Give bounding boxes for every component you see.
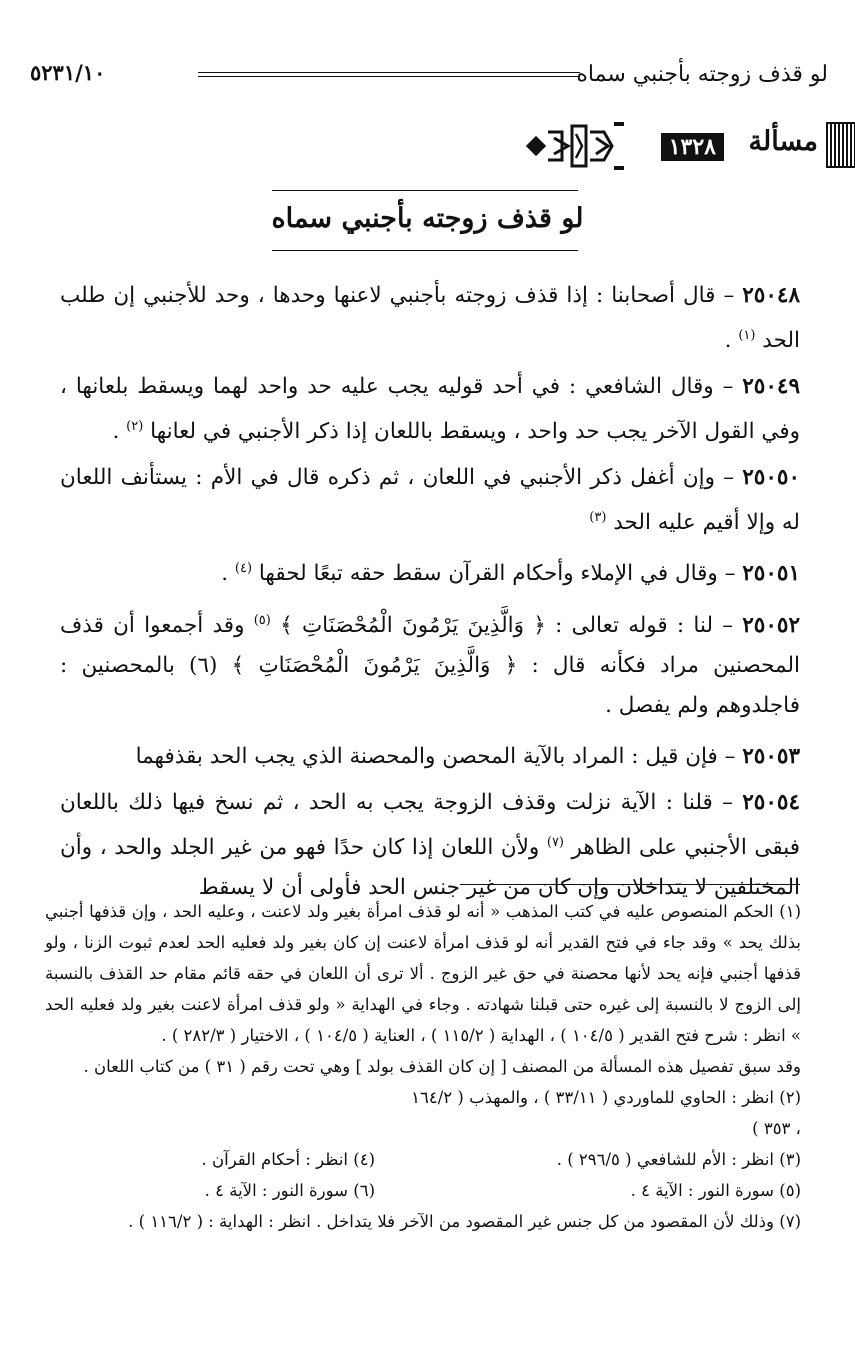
- footnote-row-2: [45, 1082, 801, 1144]
- footnote-ref: (١): [738, 328, 756, 343]
- footnote-1: (١) الحكم المنصوص عليه في كتب المذهب « أنه لو قذف امرأة بغير ولد لاعنت ، وعليه الحد ، وإن قذفها أجنبي بذلك يحد » وقد جاء في فتح القدير أنه لو قذف امرأة لاعنت إن كان بغير ولد فعليه الحد لعدم ثبوت الزنا ، ولو قذفها أجنبي فإنه يحد لأنها محصنة في حق غير الزوج . ألا ترى أن اللعان في حقه قائم مقام حد القذف بالنسبة إلى الزوج لا بالنسبة إلى غيره حتى قبلنا شهادته . وجاء في الهداية « ولو قذف امرأة لاعنت بغير ولد فعليه الحد » انظر : شرح فتح القدير ( ١٠٤/٥ ) ، الهداية ( ١١٥/٢ ) ، العناية ( ١٠٤/٥ ) ، الاختيار ( ٢٨٢/٣ ) .: [45, 902, 801, 1045]
- footnote-3: (٣) انظر : الأم للشافعي ( ٢٩٦/٥ ) .: [556, 1150, 801, 1169]
- paragraph-tail: ولأن اللعان إذا كان حدًا فهو من غير الجلد والحد ، وأن المختلفين لا يتداخلان وإن كان من غير جنس الحد فأولى أن لا يسقط: [60, 835, 800, 901]
- footnote-row-5-6: [45, 1175, 801, 1206]
- footnote-ref: (٤): [234, 561, 253, 577]
- paragraph-25054: [60, 783, 800, 908]
- paragraph-25053: [60, 732, 800, 777]
- paragraph-text: – وقال الشافعي : في أحد قوليه يجب عليه حد واحد لهما ويسقط بلعانها ، وفي القول الآخر يجب حد واحد ، ويسقط باللعان إذا ذكر الأجنبي في لعانها: [60, 374, 800, 445]
- paragraph-number: ٢٥٠٥٤: [742, 789, 800, 815]
- paragraph-text: – وإن أغفل ذكر الأجنبي في اللعان ، ثم ذكره قال في الأم : يستأنف اللعان له وإلا أقيم عليه الحد: [60, 465, 800, 536]
- footnote-ref: (٣): [589, 510, 607, 526]
- body-text: [60, 276, 800, 914]
- footnote-2: (٢) انظر : الحاوي للماوردي ( ٣٣/١١ ) ، والمهذب ( ١٦٤/٢ ، ٣٥٣ ): [411, 1088, 801, 1138]
- paragraph-text: – قلنا : الآية نزلت وقذف الزوجة يجب به الحد ، ثم نسخ فيها ذلك باللعان فبقى الأجنبي على الظاهر: [60, 789, 800, 861]
- paragraph-number: ٢٥٠٤٨: [742, 283, 800, 308]
- ornament-icon: [524, 118, 624, 174]
- footnote-ref: (٧): [546, 834, 564, 850]
- footnote-4: (٤) انظر : أحكام القرآن .: [201, 1150, 375, 1169]
- paragraph-tail: .: [724, 328, 739, 354]
- footnotes: [45, 896, 801, 1237]
- paragraph-text: – قال أصحابنا : إذا قذف زوجته بأجنبي لاعنها وحدها ، وحد للأجنبي إن طلب الحد: [60, 283, 800, 354]
- footnote-5: (٥) سورة النور : الآية ٤ .: [630, 1181, 801, 1200]
- title-rule-top: [272, 190, 578, 191]
- footnote-note: وقد سبق تفصيل هذه المسألة من المصنف [ إن كان القذف بولد ] وهي تحت رقم ( ٣١ ) من كتاب اللعان .: [83, 1057, 801, 1076]
- running-header-reference: ٥٢٣١/١٠: [30, 60, 106, 85]
- banner-number: ١٣٢٨: [661, 133, 724, 161]
- paragraph-tail: وقد أجمعوا أن قذف المحصنين مراد فكأنه قال : ﴿ وَالَّذِينَ يَرْمُونَ الْمُحْصَنَاتِ ﴾ (٦) بالمحصنين : فاجلدوهم ولم يفصل .: [60, 612, 800, 718]
- paragraph-number: ٢٥٠٤٩: [742, 374, 800, 400]
- paragraph-25049: [60, 367, 800, 452]
- running-header-rule: [198, 72, 580, 77]
- paragraph-number: ٢٥٠٥١: [742, 561, 800, 587]
- page-title: لو قذف زوجته بأجنبي سماه: [271, 203, 584, 234]
- footnote-7: (٧) وذلك لأن المقصود من كل جنس غير المقصود من الآخر فلا يتداخل . انظر : الهداية : ( ١١٦/٢ ) .: [128, 1212, 801, 1231]
- footnote-6: (٦) سورة النور : الآية ٤ .: [204, 1181, 375, 1200]
- banner-label: مسألة: [748, 126, 818, 157]
- paragraph-25051: [60, 549, 800, 594]
- paragraph-number: ٢٥٠٥٢: [742, 612, 800, 638]
- paragraph-25052: [60, 601, 800, 726]
- masala-banner: [524, 118, 855, 174]
- paragraph-tail: .: [112, 419, 127, 445]
- title-rule-bottom: [272, 250, 578, 251]
- running-header: [30, 58, 828, 92]
- footnote-ref: (٥): [253, 612, 271, 628]
- paragraph-number: ٢٥٠٥٠: [742, 465, 800, 491]
- running-header-title: لو قذف زوجته بأجنبي سماه: [576, 62, 828, 87]
- banner-box: [625, 122, 855, 168]
- paragraph-tail: .: [221, 561, 235, 587]
- paragraph-25048: [60, 276, 800, 361]
- paragraph-25050: [60, 458, 800, 543]
- footnote-ref: (٢): [126, 419, 144, 435]
- footnote-rule: [460, 884, 800, 885]
- paragraph-number: ٢٥٠٥٣: [742, 743, 800, 769]
- paragraph-text: – فإن قيل : المراد بالآية المحصن والمحصنة الذي يجب الحد بقذفهما: [135, 743, 743, 769]
- paragraph-text: – وقال في الإملاء وأحكام القرآن سقط حقه تبعًا لحقها: [252, 561, 743, 587]
- footnote-row-3-4: [45, 1144, 801, 1175]
- paragraph-text: – لنا : قوله تعالى : ﴿ وَالَّذِينَ يَرْمُونَ الْمُحْصَنَاتِ ﴾: [270, 612, 743, 638]
- banner-bars: [826, 122, 855, 168]
